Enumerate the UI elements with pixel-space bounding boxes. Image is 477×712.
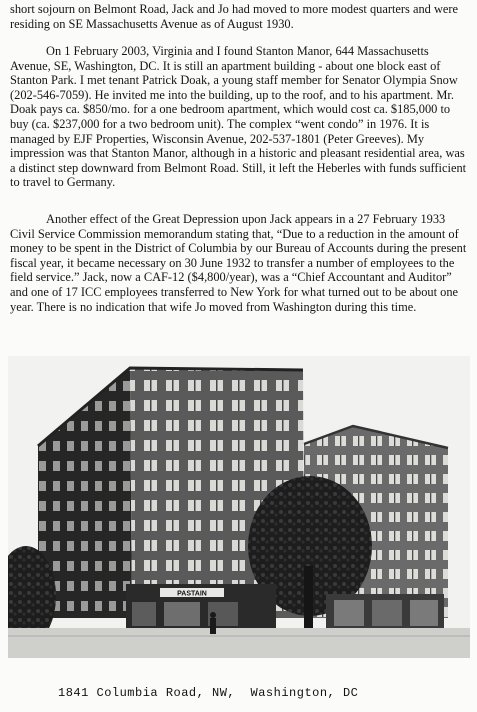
paragraph-great-depression <box>10 212 468 314</box>
building-photograph <box>8 356 470 658</box>
building-photo-svg <box>8 356 470 658</box>
paragraph-stanton-manor <box>10 44 468 190</box>
storefront-sign: PASTAIN <box>177 590 207 598</box>
photo-caption: 1841 Columbia Road, NW, Washington, DC <box>58 686 359 700</box>
paragraph-continued: short sojourn on Belmont Road, Jack and Jo had moved to more modest quarters and were residing on SE Massachusetts Avenue as of August 1930. <box>10 2 459 31</box>
paragraph-stanton-manor-text: On 1 February 2003, Virginia and I found Stanton Manor, 644 Massachusetts Avenue, SE, Washington, DC. It is still an apartment building - about one block east of Stanton Park. I met tenant Patrick Doak, a young staff member for Senator Olympia Snow (202-546-7059). He invited me into the building, up to the roof, and to his apartment. Mr. Doak pays ca. $850/mo. for a one bedroom apartment, which would cost ca. $185,000 to buy (ca. $237,000 for a two bedroom unit). The complex “went condo” in 1976. It is managed by EJF Properties, Wisconsin Avenue, 202-537-1801 (Peter Greeves). My impression was that Stanton Manor, although in a historic and pleasant residential area, was a distinct step downward from Belmont Road. Still, it left the Heberles with funds sufficient to travel to Germany. <box>10 44 467 190</box>
paragraph-great-depression-text: Another effect of the Great Depression upon Jack appears in a 27 February 1933 Civil Service Commission memorandum stating that, “Due to a reduction in the amount of money to be spent in the District of Columbia by our Bureau of Accounts during the present fiscal year, it became necessary on 30 June 1932 to transfer a number of employees to the field service.” Jack, now a CAF-12 ($4,800/year), was a “Chief Accountant and Auditor” and one of 17 ICC employees transferred to New York for what turned out to be about one year. There is no indication that wife Jo moved from Washington during this time. <box>10 212 467 314</box>
